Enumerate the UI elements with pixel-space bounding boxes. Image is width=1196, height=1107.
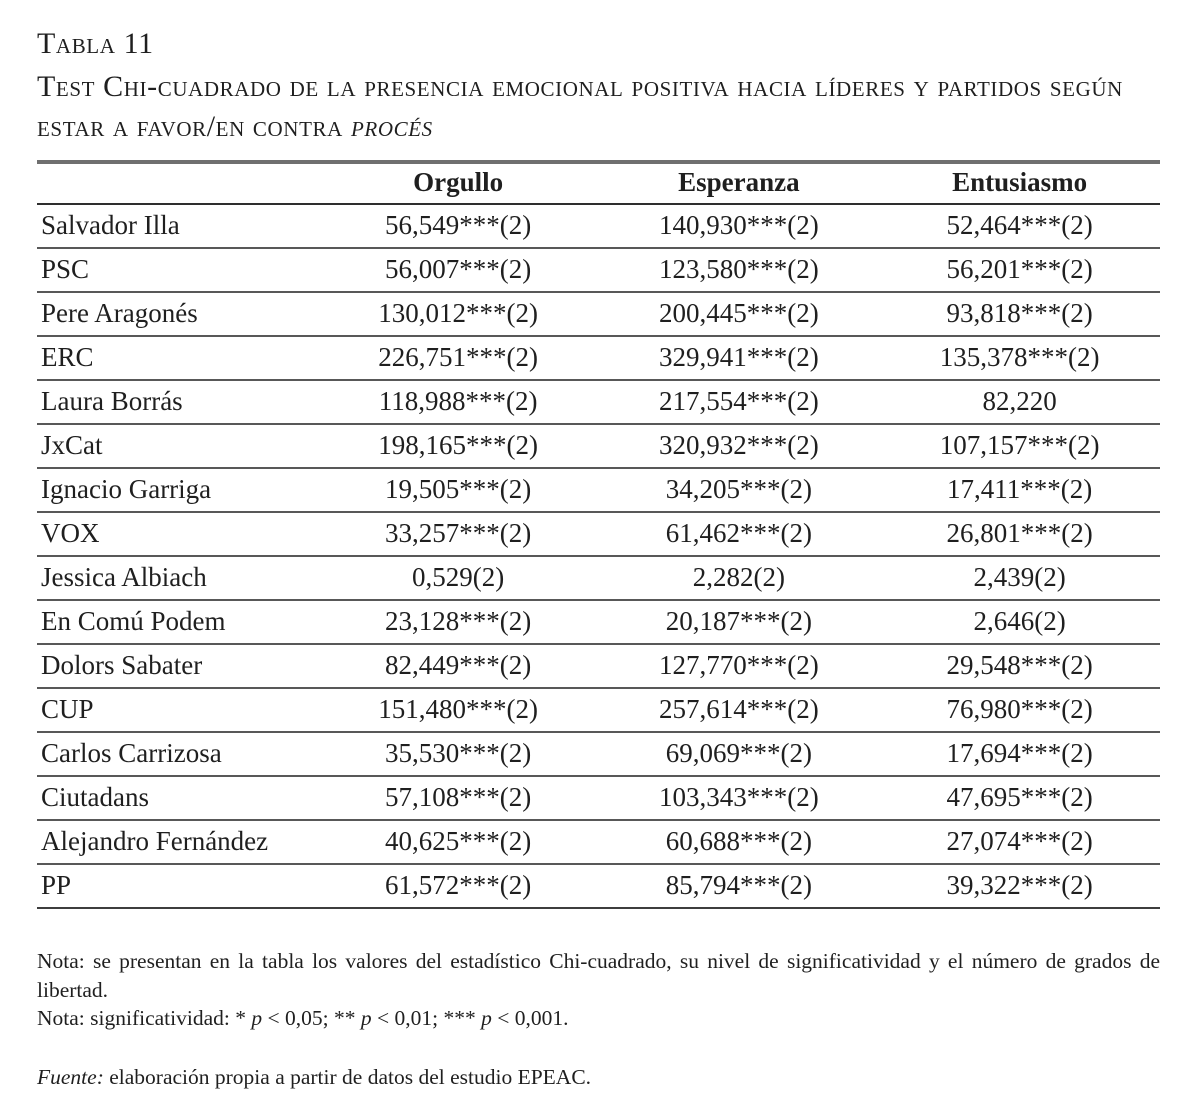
table-row xyxy=(37,688,1160,732)
cell-value: 34,205***(2) xyxy=(665,473,812,504)
table-row xyxy=(37,600,1160,644)
cell-value: 56,201***(2) xyxy=(946,253,1093,284)
row-label: ERC xyxy=(41,341,94,372)
cell-value: 23,128***(2) xyxy=(385,605,532,636)
cell-value: 82,449***(2) xyxy=(385,649,532,680)
row-label: Ciutadans xyxy=(41,781,149,812)
table-row xyxy=(37,644,1160,688)
cell-value: 140,930***(2) xyxy=(659,209,819,240)
row-label: Laura Borrás xyxy=(41,385,183,416)
cell-value: 0,529(2) xyxy=(412,561,505,592)
plain-text: < 0,001. xyxy=(491,1006,569,1031)
header-row xyxy=(37,162,1160,204)
table-row xyxy=(37,204,1160,248)
table-head xyxy=(37,162,1160,204)
cell-value: 198,165***(2) xyxy=(378,429,538,460)
table-row xyxy=(37,512,1160,556)
row-label: Pere Aragonés xyxy=(41,297,198,328)
row-label: Carlos Carrizosa xyxy=(41,737,222,768)
italic-text: Fuente: xyxy=(37,1065,104,1090)
table-body xyxy=(37,204,1160,908)
table-row xyxy=(37,468,1160,512)
cell-value: 61,572***(2) xyxy=(385,869,532,900)
cell-value: 39,322***(2) xyxy=(946,869,1093,900)
cell-value: 35,530***(2) xyxy=(385,737,532,768)
cell-value: 40,625***(2) xyxy=(385,825,532,856)
table-row xyxy=(37,248,1160,292)
cell-value: 47,695***(2) xyxy=(946,781,1093,812)
cell-value: 103,343***(2) xyxy=(659,781,819,812)
row-label: Salvador Illa xyxy=(41,209,180,240)
cell-value: 61,462***(2) xyxy=(665,517,812,548)
cell-value: 320,932***(2) xyxy=(659,429,819,460)
column-header-orgullo: Orgullo xyxy=(318,162,599,204)
table-row xyxy=(37,336,1160,380)
row-label: En Comú Podem xyxy=(41,605,226,636)
cell-value: 76,980***(2) xyxy=(946,693,1093,724)
cell-value: 60,688***(2) xyxy=(665,825,812,856)
italic-text: p xyxy=(360,1006,372,1031)
cell-value: 93,818***(2) xyxy=(946,297,1093,328)
table-row xyxy=(37,776,1160,820)
italic-text: procés xyxy=(350,109,433,143)
cell-value: 118,988***(2) xyxy=(378,385,538,416)
note-statistic: Nota: se presentan en la tabla los valores del estadístico Chi-cuadrado, su nivel de significatividad y el número de grados de libertad. xyxy=(37,948,1160,1002)
chi-square-table xyxy=(37,160,1160,909)
table-row xyxy=(37,820,1160,864)
cell-value: 20,187***(2) xyxy=(665,605,812,636)
cell-value: 329,941***(2) xyxy=(659,341,819,372)
cell-value: 151,480***(2) xyxy=(378,693,538,724)
table-title xyxy=(37,67,1160,147)
plain-text: Test Chi-cuadrado de la presencia emocional positiva hacia líderes y partidos según estar a favor/en contra xyxy=(37,70,1123,143)
row-label: Jessica Albiach xyxy=(41,561,207,592)
table-row xyxy=(37,732,1160,776)
cell-value: 69,069***(2) xyxy=(665,737,812,768)
italic-text: p xyxy=(251,1006,263,1031)
cell-value: 107,157***(2) xyxy=(939,429,1100,460)
cell-value: 82,220 xyxy=(982,385,1057,416)
cell-value: 2,439(2) xyxy=(973,561,1066,592)
cell-value: 33,257***(2) xyxy=(385,517,532,548)
table-notes xyxy=(37,947,1160,1033)
column-header-esperanza: Esperanza xyxy=(599,162,880,204)
cell-value: 56,549***(2) xyxy=(385,209,532,240)
plain-text: elaboración propia a partir de datos del estudio EPEAC. xyxy=(103,1065,592,1090)
cell-value: 56,007***(2) xyxy=(385,253,532,284)
row-label: Dolors Sabater xyxy=(41,649,203,680)
row-label: VOX xyxy=(41,517,100,548)
corner-cell xyxy=(37,162,318,204)
row-label: PSC xyxy=(41,253,90,284)
cell-value: 130,012***(2) xyxy=(378,297,538,328)
cell-value: 2,646(2) xyxy=(973,605,1066,636)
column-header-entusiasmo: Entusiasmo xyxy=(879,162,1160,204)
cell-value: 85,794***(2) xyxy=(665,869,812,900)
plain-text: Nota: significatividad: * xyxy=(37,1006,252,1031)
cell-value: 200,445***(2) xyxy=(659,297,819,328)
cell-value: 127,770***(2) xyxy=(659,649,819,680)
cell-value: 17,694***(2) xyxy=(946,737,1093,768)
table-row xyxy=(37,556,1160,600)
table-number-label: Tabla 11 xyxy=(37,27,154,60)
row-label: Ignacio Garriga xyxy=(41,473,212,504)
cell-value: 57,108***(2) xyxy=(385,781,532,812)
row-label: CUP xyxy=(41,693,94,724)
table-row xyxy=(37,864,1160,908)
table-row xyxy=(37,424,1160,468)
cell-value: 52,464***(2) xyxy=(946,209,1093,240)
cell-value: 27,074***(2) xyxy=(946,825,1093,856)
cell-value: 26,801***(2) xyxy=(946,517,1093,548)
cell-value: 226,751***(2) xyxy=(378,341,538,372)
cell-value: 217,554***(2) xyxy=(659,385,819,416)
cell-value: 17,411***(2) xyxy=(947,473,1093,504)
row-label: JxCat xyxy=(41,429,103,460)
cell-value: 2,282(2) xyxy=(692,561,785,592)
table-row xyxy=(37,380,1160,424)
note-significance xyxy=(37,1004,1160,1033)
cell-value: 29,548***(2) xyxy=(946,649,1093,680)
italic-text: p xyxy=(481,1006,492,1031)
plain-text: < 0,05; ** xyxy=(262,1006,361,1031)
cell-value: 135,378***(2) xyxy=(939,341,1100,372)
cell-value: 123,580***(2) xyxy=(659,253,819,284)
plain-text: < 0,01; *** xyxy=(371,1006,482,1031)
cell-value: 257,614***(2) xyxy=(659,693,819,724)
row-label: Alejandro Fernández xyxy=(41,825,269,856)
cell-value: 19,505***(2) xyxy=(385,473,532,504)
source-note xyxy=(37,1065,1160,1090)
table-row xyxy=(37,292,1160,336)
row-label: PP xyxy=(41,869,72,900)
